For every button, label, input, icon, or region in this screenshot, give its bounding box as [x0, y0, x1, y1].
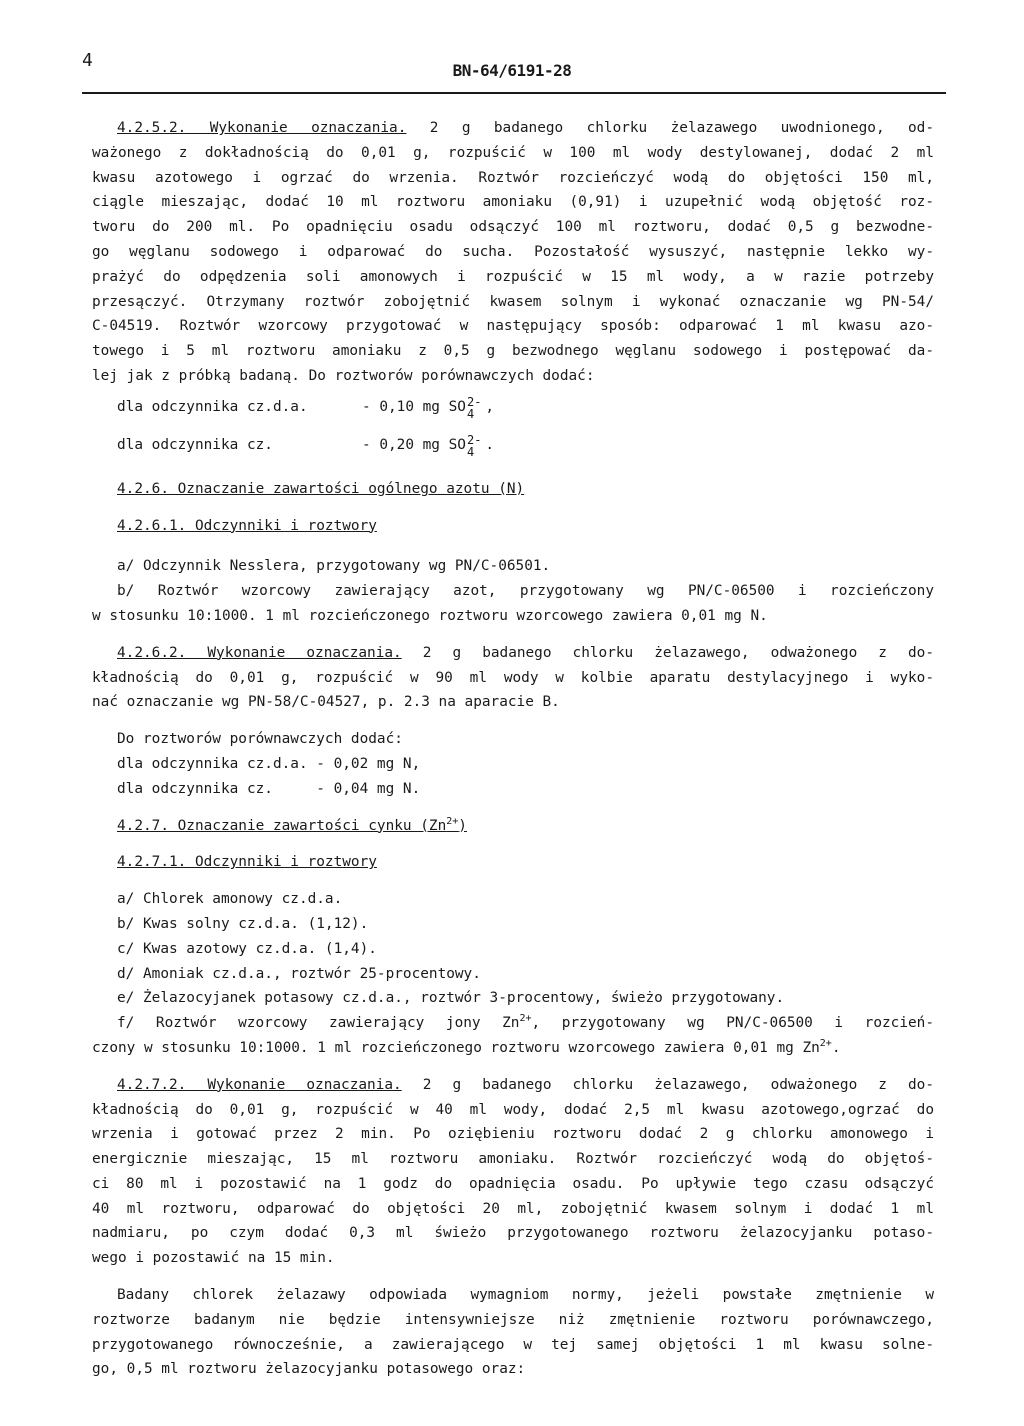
reagent-row	[92, 427, 934, 465]
paragraph-line: C-04519. Roztwór wzorcowy przygotować w następujący sposób: odparować 1 ml kwasu azo-	[92, 318, 934, 335]
ion-charge: 2+	[519, 1013, 532, 1025]
paragraph-line: przygotowanego równocześnie, a zawierającego w tej samej objętości 1 ml kwasu solne-	[92, 1336, 934, 1353]
section-4-2-6-2	[92, 641, 934, 715]
section-heading: 4.2.7. Oznaczanie zawartości cynku $(Zn^{2+})$	[117, 815, 467, 834]
ion-charge: 2+	[819, 1038, 832, 1050]
reagent-list	[92, 887, 934, 1061]
list-item: f/ Roztwór wzorcowy zawierający jony $Zn^{2+}$, przygotowany wg PN/C-06500 i rozcień-	[117, 1013, 934, 1032]
paragraph-line: 2 g badanego chlorku żelazawego uwodnionego, od-	[429, 120, 934, 136]
paragraph-line: go węglanu sodowego i odparować do sucha. Pozostałość wysuszyć, następnie lekko wy-	[92, 243, 934, 260]
paragraph-line: ciągle mieszając, dodać 10 ml roztworu amoniaku (0,91) i uzupełnić wodą objętość roz-	[92, 194, 934, 211]
reagent-end: ,	[485, 399, 495, 416]
paragraph-line: towego i 5 ml roztworu amoniaku z 0,5 g bezwodnego węglanu sodowego i postępować da-	[92, 343, 934, 360]
paragraph-line: kwasu azotowego i ogrzać do wrzenia. Roztwór rozcieńczyć wodą do objętości 150 ml,	[92, 169, 934, 186]
subsection-heading: 4.2.6.2. Wykonanie oznaczania.	[117, 644, 402, 661]
comparison-item: dla odczynnika cz.d.a. - 0,02 mg N,	[117, 755, 421, 772]
list-item: w stosunku 10:1000. 1 ml rozcieńczonego roztworu wzorcowego zawiera 0,01 mg N.	[92, 607, 768, 624]
list-item: c/ Kwas azotowy cz.d.a. (1,4).	[117, 940, 377, 957]
paragraph-line: 40 ml roztworu, odparować do objętości 20 ml, zobojętnić kwasem solnym i dodać 1 ml	[92, 1200, 934, 1217]
document-body	[92, 116, 934, 1382]
comparison-item: dla odczynnika cz. - 0,04 mg N.	[117, 780, 421, 797]
ion-subscript: 4	[466, 444, 475, 459]
ion-charge: 2-	[466, 432, 482, 447]
paragraph-line: roztworze badanym nie będzie intensywniejsze niż zmętnienie roztworu porównawczego,	[92, 1311, 934, 1328]
paragraph-line: prażyć do odpędzenia soli amonowych i rozpuścić w 15 ml wody, a w razie potrzeby	[92, 268, 934, 285]
list-item: czony w stosunku 10:1000. 1 ml rozcieńczonego roztworu wzorcowego zawiera 0,01 mg $Zn^{2+}$.	[92, 1038, 841, 1056]
reagent-label: dla odczynnika cz.d.a.	[117, 399, 308, 416]
comparison-list	[92, 727, 934, 801]
list-item: d/ Amoniak cz.d.a., roztwór 25-procentowy.	[117, 965, 481, 982]
paragraph-line: ważonego z dokładnością do 0,01 g, rozpuścić w 100 ml wody destylowanej, dodać 2 ml	[92, 144, 934, 161]
section-heading: 4.2.6. Oznaczanie zawartości ogólnego azotu (N)	[117, 480, 525, 497]
paragraph-line: lej jak z próbką badaną. Do roztworów porównawczych dodać:	[92, 367, 595, 384]
reagent-row	[92, 389, 934, 427]
list-item: a/ Chlorek amonowy cz.d.a.	[117, 891, 343, 908]
reagent-end: .	[485, 437, 495, 454]
ion-subscript: 4	[466, 406, 475, 421]
paragraph-line: wrzenia i gotować przez 2 min. Po oziębieniu roztworu dodać 2 g chlorku amonowego i	[92, 1126, 934, 1143]
reagent-label: dla odczynnika cz.	[117, 437, 273, 454]
list-item: b/ Roztwór wzorcowy zawierający azot, przygotowany wg PN/C-06500 i rozcieńczony	[117, 583, 934, 600]
paragraph-line: go, 0,5 ml roztworu żelazocyjanku potasowego oraz:	[92, 1361, 526, 1378]
ion-charge: 2-	[466, 394, 482, 409]
section-4-2-5-2	[92, 116, 934, 389]
subsection-heading: 4.2.6.1. Odczynniki i roztwory	[117, 517, 377, 534]
list-item: a/ Odczynnik Nesslera, przygotowany wg PN/C-06501.	[117, 558, 551, 575]
page-number: 4	[82, 50, 93, 71]
paragraph-line: 2 g badanego chlorku żelazawego, odważonego z do-	[422, 644, 935, 661]
comparison-intro: Do roztworów porównawczych dodać:	[117, 731, 403, 748]
section-heading: 4.2.5.2. Wykonanie oznaczania.	[117, 120, 407, 136]
paragraph-line: tworu do 200 ml. Po opadnięciu osadu odsączyć 100 ml roztworu, dodać 0,5 g bezwodne-	[92, 219, 934, 236]
header-rule	[82, 92, 946, 94]
reagent-amount: - 0,10 mg SO	[362, 399, 466, 416]
paragraph-line: nać oznaczanie wg PN-58/C-04527, p. 2.3 na aparacie B.	[92, 694, 560, 711]
list-item: b/ Kwas solny cz.d.a. (1,12).	[117, 915, 369, 932]
paragraph-line: kładnością do 0,01 g, rozpuścić w 40 ml wody, dodać 2,5 ml kwasu azotowego,ogrzać do	[92, 1101, 934, 1118]
paragraph-line: przesączyć. Otrzymany roztwór zobojętnić kwasem solnym i wykonać oznaczanie wg PN-54/	[92, 293, 934, 310]
paragraph-line: energicznie mieszając, 15 ml roztworu amoniaku. Roztwór rozcieńczyć wodą do objętoś-	[92, 1151, 934, 1168]
list-item: e/ Żelazocyjanek potasowy cz.d.a., roztwór 3-procentowy, świeżo przygotowany.	[117, 990, 785, 1007]
paragraph-line: nadmiaru, po czym dodać 0,3 ml świeżo przygotowanego roztworu żelazocyjanku potaso-	[92, 1225, 934, 1242]
paragraph-line: Badany chlorek żelazawy odpowiada wymagniom normy, jeżeli powstałe zmętnienie w	[117, 1287, 934, 1304]
subsection-heading: 4.2.7.2. Wykonanie oznaczania.	[117, 1076, 402, 1093]
paragraph-line: wego i pozostawić na 15 min.	[92, 1250, 335, 1267]
paragraph-line: ci 80 ml i pozostawić na 1 godz do opadnięcia osadu. Po upływie tego czasu odsączyć	[92, 1175, 934, 1192]
ion-charge: 2+	[446, 815, 459, 827]
document-code: BN-64/6191-28	[452, 61, 572, 80]
conclusion-paragraph	[92, 1283, 934, 1382]
section-4-2-7-2	[92, 1073, 934, 1271]
paragraph-line: 2 g badanego chlorku żelazawego, odważonego z do-	[422, 1076, 935, 1093]
subsection-heading: 4.2.7.1. Odczynniki i roztwory	[117, 854, 377, 871]
paragraph-line: kładnością do 0,01 g, rozpuścić w 90 ml wody w kolbie aparatu destylacyjnego i wyko-	[92, 669, 934, 686]
reagent-list	[92, 554, 934, 628]
reagent-amount: - 0,20 mg SO	[362, 437, 466, 454]
